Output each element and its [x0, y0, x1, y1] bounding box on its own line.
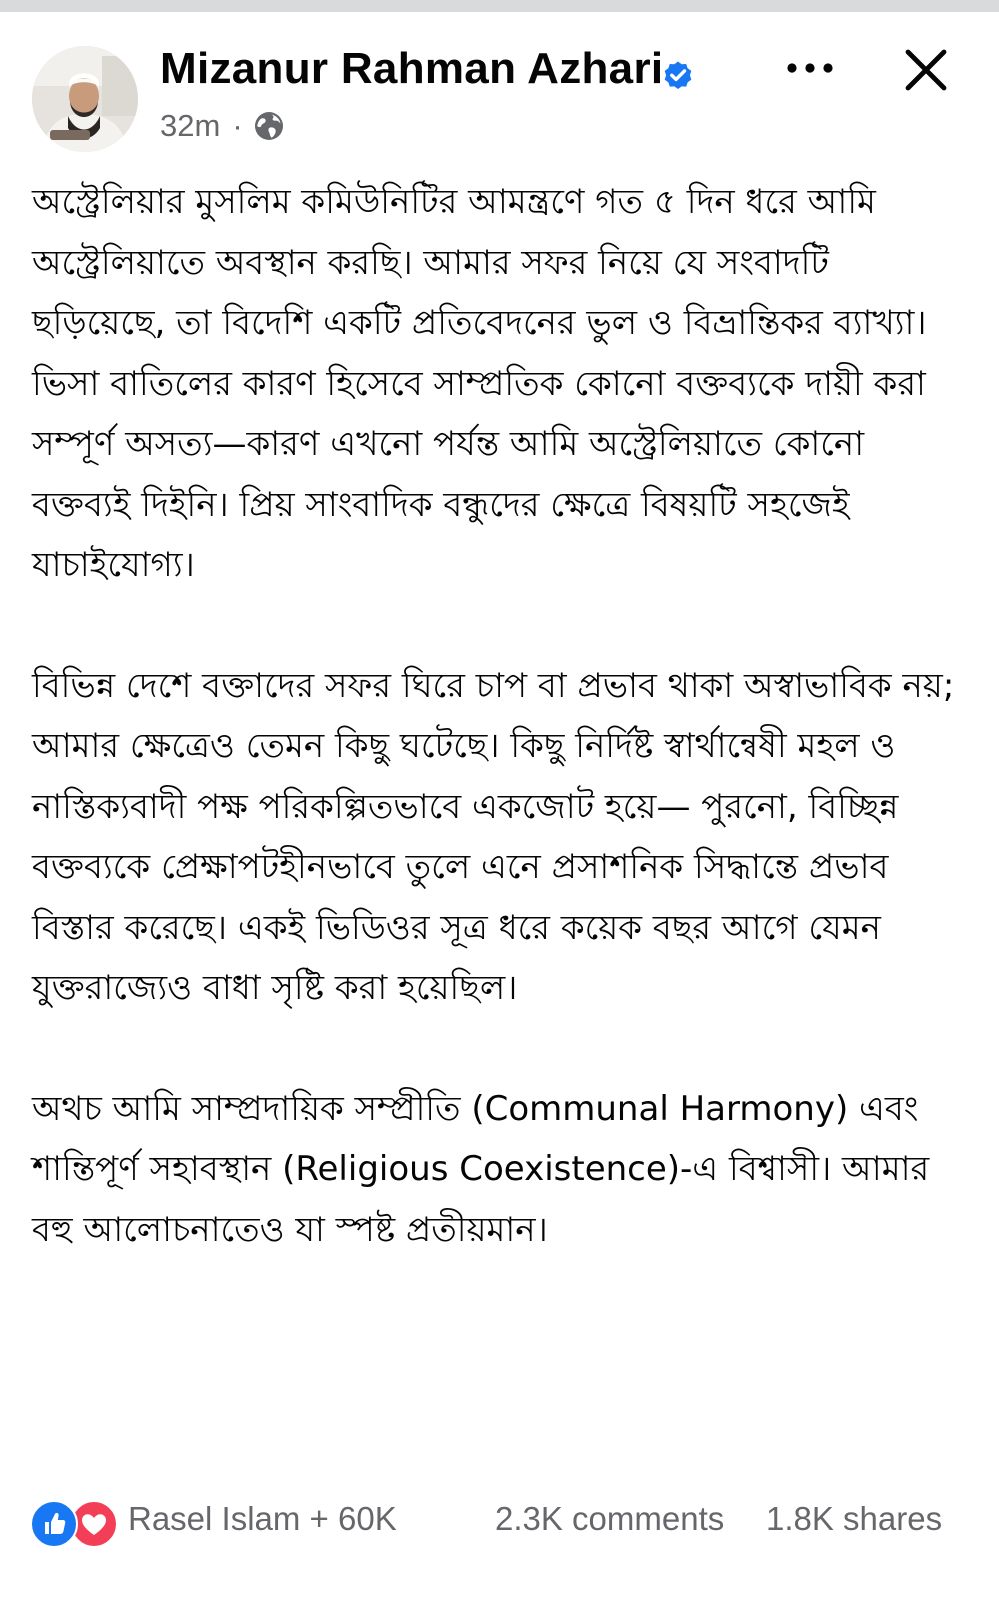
post-timestamp[interactable]: 32m — [160, 108, 221, 143]
avatar-image — [32, 46, 138, 152]
post-message — [32, 172, 962, 1320]
post-footer — [0, 1492, 999, 1552]
post-header — [0, 12, 999, 160]
comments-count[interactable]: 2.3K comments — [495, 1500, 725, 1537]
avatar[interactable] — [32, 46, 138, 152]
post-paragraph: বিভিন্ন দেশে বক্তাদের সফর ঘিরে চাপ বা প্রভাব থাকা অস্বাভাবিক নয়; আমার ক্ষেত্রেও তেমন কিছু ঘটেছে। কিছু নির্দিষ্ট স্বার্থান্বেষী মহল ও নাস্তিক্যবাদী পক্ষ পরিকল্পিতভাবে একজোট হয়ে— পুরনো, বিচ্ছিন্ন বক্তব্যকে প্রেক্ষাপটহীনভাবে তুলে এনে প্রসাশনিক সিদ্ধান্তে প্রভাব বিস্তার করেছে। একই ভিডিওর সূত্র ধরে কয়েক বছর আগে যেমন যুক্তরাজ্যেও বাধা সৃষ্টি করা হয়েছিল। — [32, 665, 955, 1008]
post-paragraph: অস্ট্রেলিয়ার মুসলিম কমিউনিটির আমন্ত্রণে গত ৫ দিন ধরে আমি অস্ট্রেলিয়াতে অবস্থান করছি। আমার সফর নিয়ে যে সংবাদটি ছড়িয়েছে, তা বিদেশি একটি প্রতিবেদনের ভুল ও বিভ্রান্তিকর ব্যাখ্যা। ভিসা বাতিলের কারণ হিসেবে সাম্প্রতিক কোনো বক্তব্যকে দায়ী করা সম্পূর্ণ অসত্য—কারণ এখনো পর্যন্ত আমি অস্ট্রেলিয়াতে কোনো বক্তব্যই দিইনি। প্রিয় সাংবাদিক বন্ধুদের ক্ষেত্রে বিষয়টি সহজেই যাচাইযোগ্য। — [32, 182, 927, 585]
shares-count[interactable]: 1.8K shares — [766, 1500, 943, 1537]
author-name[interactable]: Mizanur Rahman Azhari — [160, 44, 664, 93]
globe-icon — [253, 110, 285, 142]
post-paragraph: অথচ আমি সাম্প্রদায়িক সম্প্রীতি (Communal Harmony) এবং শান্তিপূর্ণ সহাবস্থান (Religious Coexistence)-এ বিশ্বাসী। আমার বহু আলোচনাতেও যা স্পষ্ট প্রতীয়মান। — [32, 1088, 930, 1250]
top-divider — [0, 0, 999, 12]
reaction-icons[interactable] — [30, 1500, 122, 1546]
close-icon[interactable] — [900, 44, 952, 96]
like-icon — [30, 1500, 78, 1548]
verified-badge-icon — [661, 58, 695, 92]
post-meta — [160, 106, 285, 146]
more-options-icon[interactable] — [782, 52, 838, 84]
reaction-summary[interactable]: Rasel Islam + 60K — [128, 1500, 397, 1537]
meta-separator: · — [232, 108, 243, 143]
